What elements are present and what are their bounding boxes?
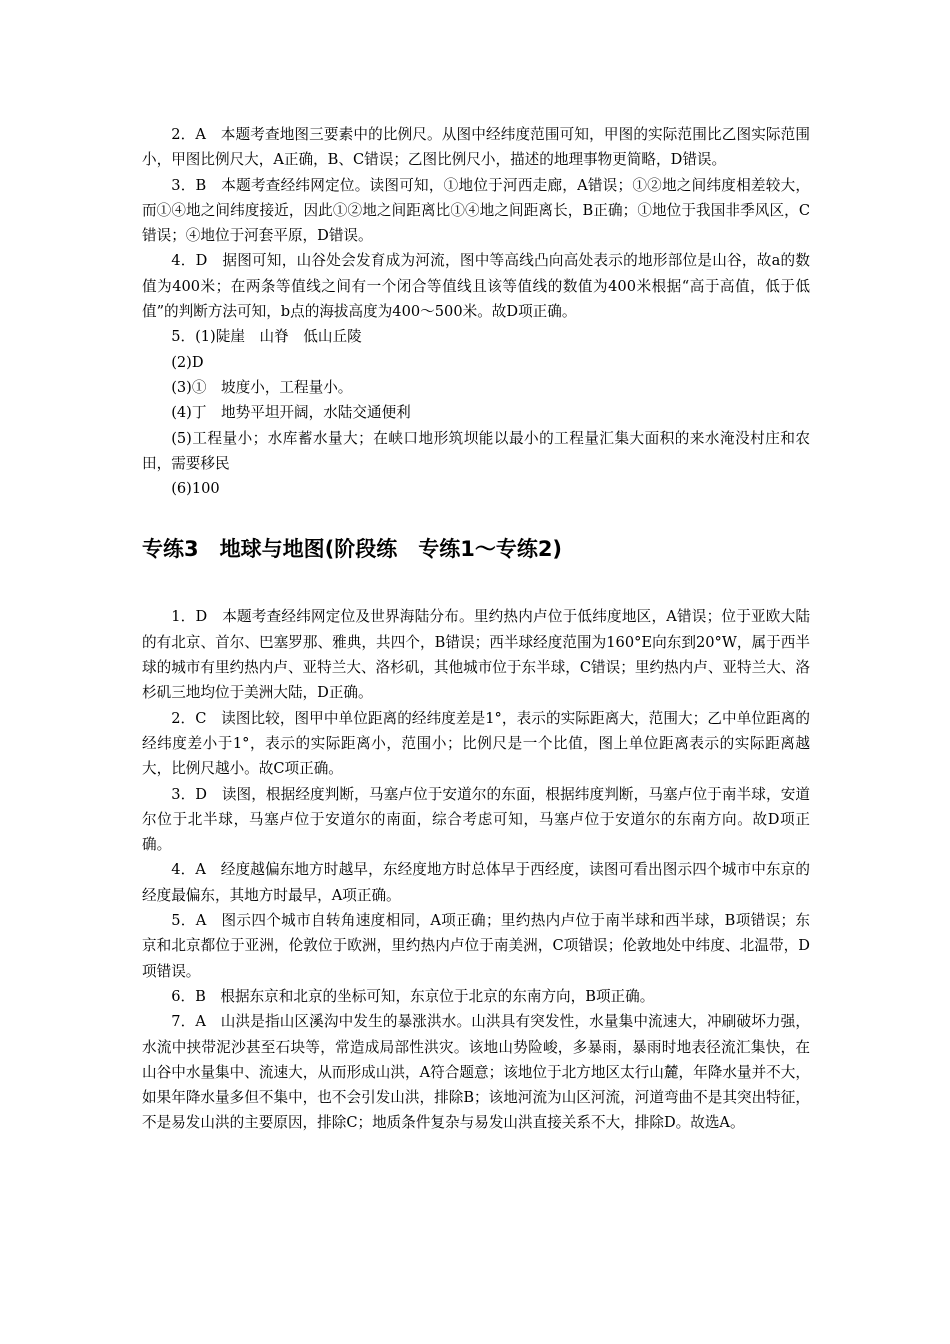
answer-5-part-2: (2)D bbox=[171, 353, 204, 371]
section-title: 专练3 地球与地图(阶段练 专练1～专练2) bbox=[142, 537, 563, 562]
answer-5-part-5: (5)工程量小；水库蓄水量大；在峡口地形筑坝能以最小的工程量汇集大面积的来水淹没村庄和农田，需要移民 bbox=[142, 429, 810, 472]
answer-3: 3．B 本题考查经纬网定位。读图可知，①地位于河西走廊，A错误；①②地之间纬度相差较大，而①④地之间纬度接近，因此①②地之间距离比①④地之间距离长，B正确；①地位于我国非季风区，C错误；④地位于河套平原，D错误。 bbox=[142, 176, 810, 245]
answer-2: 2．C 读图比较，图甲中单位距离的经纬度差是1°，表示的实际距离大，范围大；乙中单位距离的经纬度差小于1°，表示的实际距离小，范围小；比例尺是一个比值，图上单位距离表示的实际距离越大，比例尺越小。故C项正确。 bbox=[142, 709, 810, 778]
answer-section-previous bbox=[142, 122, 810, 501]
answer-6: 6．B 根据东京和北京的坐标可知，东京位于北京的东南方向，B项正确。 bbox=[171, 987, 655, 1005]
answer-1: 1．D 本题考查经纬网定位及世界海陆分布。里约热内卢位于低纬度地区，A错误；位于亚欧大陆的有北京、首尔、巴塞罗那、雅典，共四个，B错误；西半球经度范围为160°E向东到20°W，属于西半球的城市有里约热内卢、亚特兰大、洛杉矶，其他城市位于东半球，C错误；里约热内卢、亚特兰大、洛杉矶三地均位于美洲大陆，D正确。 bbox=[142, 608, 810, 702]
answer-2: 2．A 本题考查地图三要素中的比例尺。从图中经纬度范围可知，甲图的实际范围比乙图实际范围小，甲图比例尺大，A正确，B、C错误；乙图比例尺小，描述的地理事物更简略，D错误。 bbox=[142, 126, 810, 169]
answer-4: 4．A 经度越偏东地方时越早，东经度地方时总体早于西经度，读图可看出图示四个城市中东京的经度最偏东，其地方时最早，A项正确。 bbox=[142, 861, 810, 904]
answer-5-part-6: (6)100 bbox=[171, 480, 220, 498]
answer-5-part-3: (3)① 坡度小，工程量小。 bbox=[171, 378, 353, 396]
answer-4: 4．D 据图可知，山谷处会发育成为河流，图中等高线凸向高处表示的地形部位是山谷，故a的数值为400米；在两条等值线之间有一个闭合等值线且该等值线的数值为400米根据“高于高值，低于低值”的判断方法可知，b点的海拔高度为400～500米。故D项正确。 bbox=[142, 252, 810, 321]
answer-3: 3．D 读图，根据经度判断，马塞卢位于安道尔的东面，根据纬度判断，马塞卢位于南半球，安道尔位于北半球，马塞卢位于安道尔的南面，综合考虑可知，马塞卢位于安道尔的东南方向。故D项正确。 bbox=[142, 785, 810, 854]
answer-5-part-4: (4)丁 地势平坦开阔，水陆交通便利 bbox=[171, 404, 411, 422]
document-page bbox=[142, 122, 810, 1136]
answer-5-part-1: 5．(1)陡崖 山脊 低山丘陵 bbox=[171, 328, 362, 346]
answer-7: 7．A 山洪是指山区溪沟中发生的暴涨洪水。山洪具有突发性，水量集中流速大，冲刷破坏力强，水流中挟带泥沙甚至石块等，常造成局部性洪灾。该地山势险峻，多暴雨，暴雨时地表径流汇集快，在山谷中水量集中、流速大，从而形成山洪，A符合题意；该地位于北方地区太行山麓，年降水量并不大，如果年降水量多但不集中，也不会引发山洪，排除B；该地河流为山区河流，河道弯曲不是其突出特征，不是易发山洪的主要原因，排除C；地质条件复杂与易发山洪直接关系不大，排除D。故选A。 bbox=[142, 1013, 810, 1132]
answer-5: 5．A 图示四个城市自转角速度相同，A项正确；里约热内卢位于南半球和西半球，B项错误；东京和北京都位于亚洲，伦敦位于欧洲，里约热内卢位于南美洲，C项错误；伦敦地处中纬度、北温带，D项错误。 bbox=[142, 912, 810, 980]
answer-section-practice-3 bbox=[142, 604, 810, 1135]
